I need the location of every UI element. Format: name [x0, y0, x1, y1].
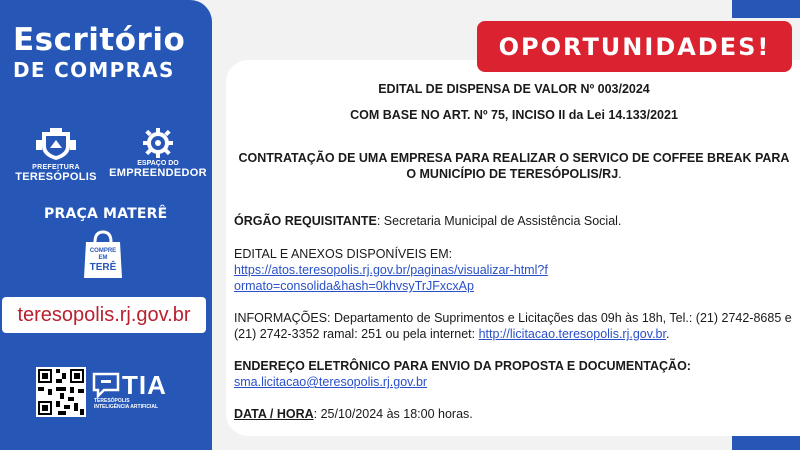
agency-label: ÓRGÃO REQUISITANTE [234, 214, 377, 228]
information-section [234, 310, 800, 342]
edital-link[interactable]: https://atos.teresopolis.rj.gov.br/paginas/visualizar-html?formato=consolida&hash=0khvsyTrJFxcxAp [234, 263, 548, 293]
requesting-agency [234, 213, 800, 229]
edital-section [234, 246, 800, 294]
coat-of-arms-icon [34, 128, 78, 162]
empreendedor-title: EMPREENDEDOR [109, 167, 207, 179]
prefeitura-logo [14, 128, 98, 183]
prefeitura-city: TERESÓPOLIS [15, 171, 97, 183]
gear-icon [143, 128, 173, 158]
agency-value: : Secretaria Municipal de Assistência Social. [376, 214, 622, 228]
qr-code-icon [36, 367, 86, 417]
notice-title: EDITAL DE DISPENSA DE VALOR Nº 003/2024 [378, 82, 650, 96]
notice-legal-basis: COM BASE NO ART. Nº 75, INCISO II da Lei 14.133/2021 [350, 108, 678, 122]
website-domain: teresopolis.rj.gov.br [2, 297, 206, 333]
left-brand-panel [0, 0, 212, 450]
opportunities-banner: OPORTUNIDADES! [477, 21, 792, 72]
notice-object-end: . [618, 167, 622, 181]
bag-line2: EM [98, 255, 108, 261]
date-section [234, 406, 800, 422]
notice-object [234, 150, 794, 182]
date-value: : 25/10/2024 às 18:00 horas. [313, 407, 473, 421]
info-end: . [665, 327, 670, 341]
bag-line1: COMPRE [89, 248, 117, 254]
brand-line1: Escritório [13, 22, 186, 58]
brand-logo [13, 22, 186, 82]
info-text: INFORMAÇÕES: Departamento de Suprimentos e Licitações das 09h às 18h, Tel.: (21) 2742-8685 e (21) 2742-3352 ramal: 251 ou pela internet: [234, 311, 792, 341]
compre-em-tere-label [82, 248, 124, 273]
notice-object-text: CONTRATAÇÃO DE UMA EMPRESA PARA REALIZAR O SERVICO DE COFFEE BREAK PARA O MUNICÍPIO DE TERESÓPOLIS/RJ [238, 151, 790, 181]
brand-line2: DE COMPRAS [13, 58, 175, 82]
tia-sub2: INTELIGÊNCIA ARTIFICIAL [94, 404, 159, 410]
email-section [234, 358, 800, 390]
top-right-blue-bar [732, 0, 800, 18]
tia-logo [92, 372, 167, 410]
chat-bubble-icon [92, 372, 120, 398]
email-label: ENDEREÇO ELETRÔNICO PARA ENVIO DA PROPOSTA E DOCUMENTAÇÃO: [234, 359, 691, 373]
empreendedor-label: ESPAÇO DO [137, 160, 179, 167]
bag-line3: TERÊ [89, 262, 117, 273]
date-label: DATA / HORA [234, 407, 314, 421]
tia-word: TIA [122, 370, 167, 400]
edital-label: EDITAL E ANEXOS DISPONÍVEIS EM: [234, 247, 453, 261]
praca-matere-logo: PRAÇA MATERÊ [44, 206, 168, 222]
email-link[interactable]: sma.licitacao@teresopolis.rj.gov.br [234, 375, 428, 389]
empreendedor-logo [108, 128, 208, 179]
tia-sub1: TERESÓPOLIS [94, 398, 130, 404]
prefeitura-label: PREFEITURA [32, 164, 80, 171]
bottom-right-blue-bar [732, 436, 800, 450]
licitacao-link[interactable]: http://licitacao.teresopolis.rj.gov.br [478, 327, 666, 341]
